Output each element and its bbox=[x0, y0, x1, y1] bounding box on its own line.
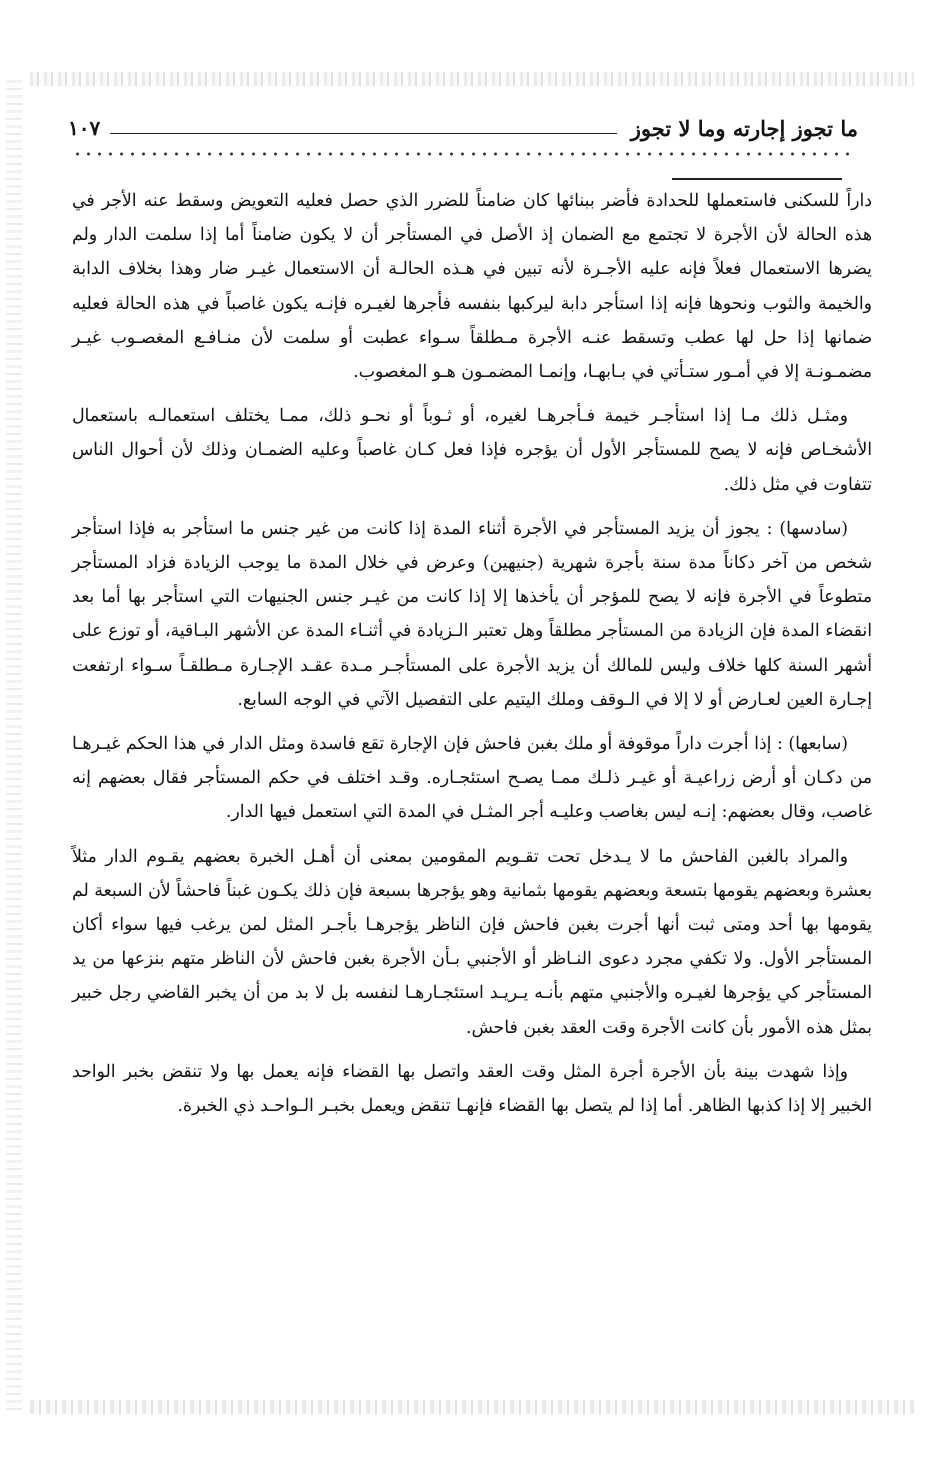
paragraph: والمراد بالغبن الفاحش ما لا يـدخل تحت تقـويم المقومين بمعنى أن أهـل الخبرة بعضهم يقـوم الدار مثلاً بعشرة وبعضهم يقومها بتسعة وبعضهم يقومها بثمانية وهو يؤجرها بسبعة فإن ذلك يكـون غبناً فاحشاً لأن السبعة لم يقومها بها أحد ومتى ثبت أنها أجرت بغبن فاحش فإن الناظر يؤجرهـا بأجـر المثل لمن يرغب فيها سواء أكان المستأجر الأول. ولا تكفي مجرد دعوى النـاظر أو الأجنبي بـأن الأجرة بغبن فاحش لأن الناظر متهم بنزعها من يد المستأجر كي يؤجرها لغيـره والأجنبي متهم بأنـه يـريـد استئجـارهـا لنفسه بل لا بد من أن يخبر القاضي رجل خبير بمثل هذه الأمور بأن كانت الأجرة وقت العقد بغبن فاحش. bbox=[72, 846, 872, 1038]
section-rule bbox=[672, 178, 842, 180]
paragraph: داراً للسكنى فاستعملها للحدادة فأضر ببنائها كان ضامناً للضرر الذي حصل فعليه التعويض وسقط عنه الأجر في هذه الحالة لأن الأجرة لا تجتمع مع الضمان إذ الأصل في المستأجر أن لا يكون ضامناً أما إذا سلمت الدار ولم يضرها الاستعمال فعلاً فإنه عليه الأجـرة لأنه تبين في هـذه الحالـة أن الاستعمال غيـر ضار وهذا بخلاف الدابة والخيمة والثوب ونحوها فإنه إذا استأجر دابة ليركبها بنفسه فأجرها لغيـره فإنـه يكون غاصباً في هذه الحالة فعليه ضمانها إذا حل لها عطب وتسقط عنـه الأجرة مـطلقاً سـواء عطبت أو سلمت لأن منـافـع المغصـوب غيـر مضمـونـة إلا في أمـور ستـأتي في بـابهـا، وإنمـا المضمـون هـو المغصوب. bbox=[72, 191, 872, 383]
page-body bbox=[72, 184, 872, 1133]
page-header bbox=[68, 108, 858, 148]
scan-noise-left bbox=[6, 80, 22, 1410]
page-number: ١٠٧ bbox=[68, 116, 101, 140]
dotted-separator bbox=[72, 152, 854, 156]
paragraph: ومثـل ذلك مـا إذا استأجـر خيمة فـأجرهـا لغيره، أو ثـوباً أو نحـو ذلك، ممـا يختلف استعمالـه باستعمال الأشخـاص فإنه لا يصح للمستأجر الأول أن يؤجره فإذا فعل كـان غاصباً وعليه الضمـان وذلك لأن أحوال الناس تتفاوت في مثل ذلك. bbox=[72, 406, 872, 495]
paragraph: (سابعها) : إذا أجرت داراً موقوفة أو ملك بغبن فاحش فإن الإجارة تقع فاسدة ومثل الدار في هذا الحكم غيـرهـا من دكـان أو أرض زراعيـة أو غيـر ذلـك ممـا يصـح استئجـاره. وقـد اختلف في حكم المستأجر فقال بعضهم إنه غاصب، وقال بعضهم: إنـه ليس بغاصب وعليـه أجر المثـل في المدة التي استعمل فيها الدار. bbox=[72, 734, 872, 823]
scan-noise-bottom bbox=[30, 1400, 914, 1414]
paragraph: (سادسها) : يجوز أن يزيد المستأجر في الأجرة أثناء المدة إذا كانت من غير جنس ما استأجر به فإذا استأجر شخص من آخر دكاناً مدة سنة بأجرة شهرية (جنيهين) وعرض في خلال المدة ما يوجب الزيادة فزاد المستأجر متطوعاً في الأجرة فإنه لا يصح للمؤجر أن يأخذها إلا إذا كانت من غيـر جنس الجنيهات التي استأجر بها أما بعد انقضاء المدة فإن الزيادة من المستأجر مطلقاً وهل تعتبر الـزيادة في أثنـاء المدة عن الأشهر البـاقية، أو توزع على أشهر السنة كلها خلاف وليس للمالك أن يزيد الأجرة على المستأجـر مـدة عقـد الإجـارة مـطلقـاً سـواء ارتفعت إجـارة العين لعـارض أو لا إلا في الـوقف وملك اليتيم على التفصيل الآتي في الوجه السابع. bbox=[72, 518, 872, 710]
header-rule bbox=[110, 133, 617, 134]
running-title: ما تجوز إجارته وما لا تجوز bbox=[630, 115, 858, 141]
paragraph: وإذا شهدت بينة بأن الأجرة أجرة المثل وقت العقد واتصل بها القضاء فإنه يعمل بها ولا تنقض بخبر الواحد الخبير إلا إذا كذبها الظاهر. أما إذا لم يتصل بها القضاء فإنهـا تنقض ويعمل بخبـر الـواحـد ذي الخبرة. bbox=[72, 1061, 872, 1117]
scan-noise-top bbox=[30, 72, 914, 86]
